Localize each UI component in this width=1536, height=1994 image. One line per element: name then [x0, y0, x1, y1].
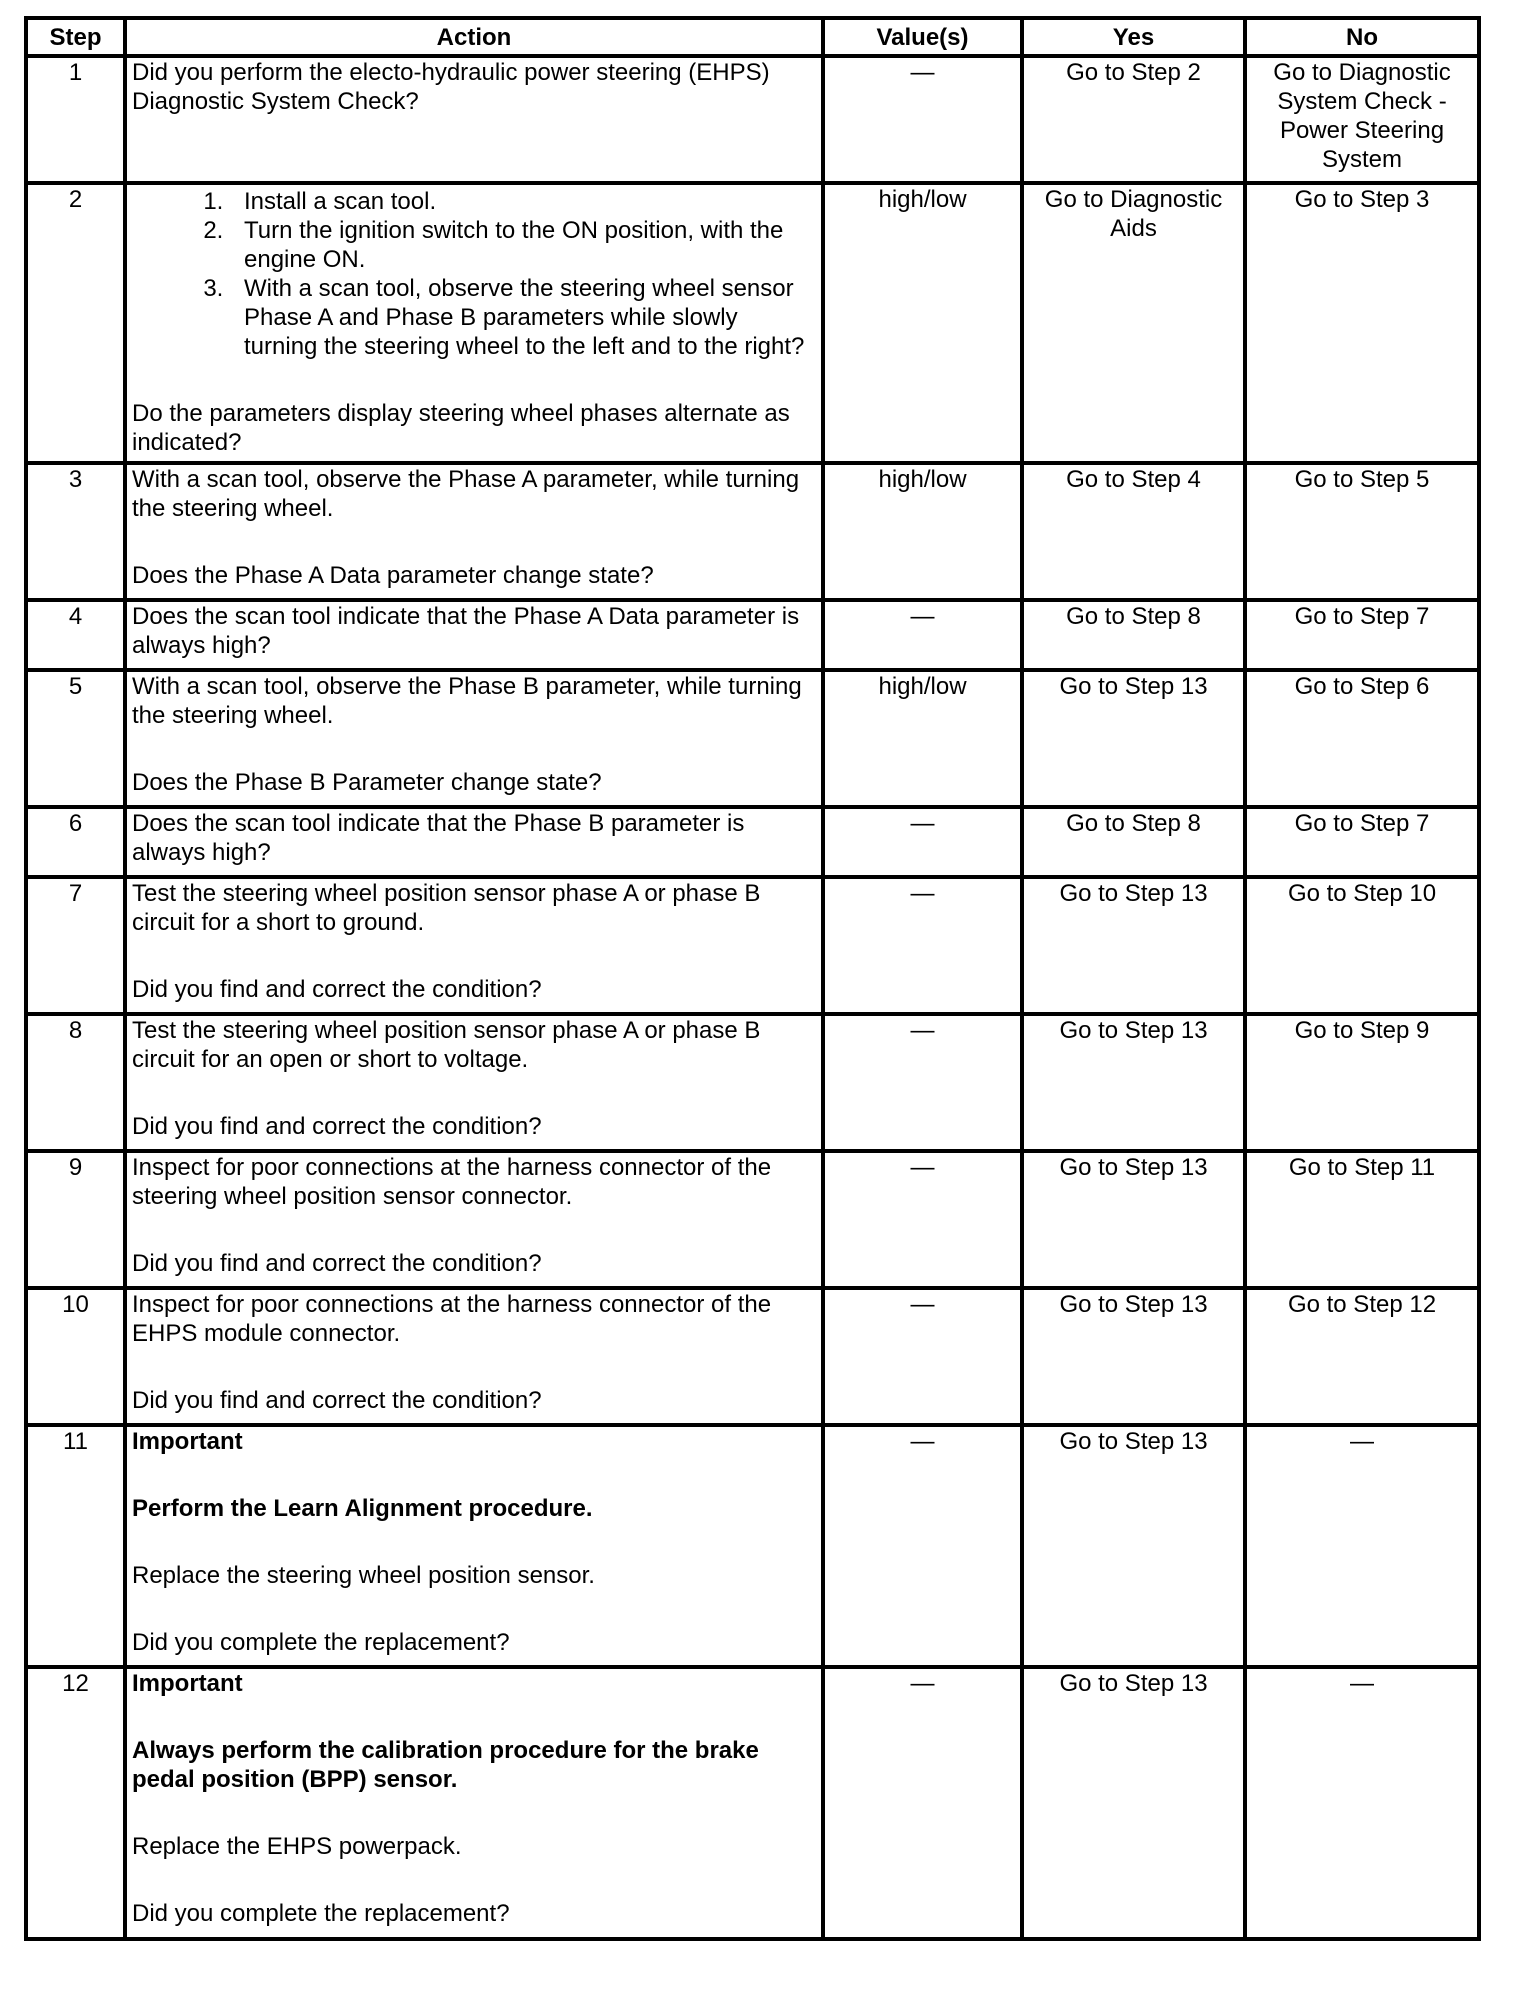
- no-cell: Go to Step 11: [1245, 1151, 1479, 1288]
- table-row: [26, 670, 1479, 807]
- action-question: Did you complete the replacement?: [132, 1629, 510, 1656]
- action-text: Test the steering wheel position sensor phase A or phase B circuit for a short to ground.: [132, 880, 761, 936]
- action-text: Replace the steering wheel position sensor.: [132, 1562, 595, 1589]
- value-cell: high/low: [823, 670, 1022, 807]
- yes-cell: Go to Step 4: [1022, 463, 1245, 600]
- action-cell: [125, 1425, 823, 1667]
- table-row: [26, 1425, 1479, 1667]
- table-row: [26, 183, 1479, 463]
- no-cell: Go to Step 5: [1245, 463, 1479, 600]
- action-cell: [125, 877, 823, 1014]
- step-number: 8: [26, 1014, 125, 1151]
- value-cell: —: [823, 1667, 1022, 1939]
- action-cell: [125, 56, 823, 183]
- table-row: [26, 877, 1479, 1014]
- action-text: With a scan tool, observe the Phase B parameter, while turning the steering wheel.: [132, 673, 802, 729]
- step-number: 1: [26, 56, 125, 183]
- action-cell: [125, 670, 823, 807]
- value-cell: —: [823, 1425, 1022, 1667]
- list-item: 2. Turn the ignition switch to the ON position, with the engine ON.: [230, 216, 816, 274]
- important-label: Important: [132, 1428, 243, 1455]
- action-cell: [125, 1151, 823, 1288]
- value-cell: —: [823, 56, 1022, 183]
- yes-cell: Go to Diagnostic Aids: [1022, 183, 1245, 463]
- header-no: No: [1245, 18, 1479, 56]
- list-item: 3. With a scan tool, observe the steering wheel sensor Phase A and Phase B parameters while slowly turning the steering wheel to the left and to the right?: [230, 274, 816, 361]
- value-cell: —: [823, 1151, 1022, 1288]
- yes-cell: Go to Step 13: [1022, 1667, 1245, 1939]
- action-text: Test the steering wheel position sensor phase A or phase B circuit for an open or short to voltage.: [132, 1017, 761, 1073]
- action-cell: [125, 1014, 823, 1151]
- header-yes: Yes: [1022, 18, 1245, 56]
- no-cell: Go to Step 7: [1245, 807, 1479, 877]
- action-text: Does the scan tool indicate that the Phase B parameter is always high?: [132, 810, 745, 866]
- step-number: 10: [26, 1288, 125, 1425]
- action-cell: [125, 183, 823, 463]
- step-number: 2: [26, 183, 125, 463]
- table-row: [26, 56, 1479, 183]
- action-text: Inspect for poor connections at the harness connector of the steering wheel position sensor connector.: [132, 1154, 772, 1210]
- important-label: Important: [132, 1670, 243, 1697]
- action-cell: [125, 807, 823, 877]
- yes-cell: Go to Step 8: [1022, 807, 1245, 877]
- step-number: 11: [26, 1425, 125, 1667]
- table-row: [26, 1151, 1479, 1288]
- yes-cell: Go to Step 13: [1022, 1288, 1245, 1425]
- table-row: [26, 807, 1479, 877]
- yes-cell: Go to Step 13: [1022, 1014, 1245, 1151]
- action-question: Did you find and correct the condition?: [132, 1387, 542, 1414]
- yes-cell: Go to Step 8: [1022, 600, 1245, 670]
- step-number: 5: [26, 670, 125, 807]
- list-item: 1. Install a scan tool.: [230, 187, 816, 216]
- yes-cell: Go to Step 13: [1022, 1151, 1245, 1288]
- no-cell: Go to Step 3: [1245, 183, 1479, 463]
- yes-cell: Go to Step 13: [1022, 877, 1245, 1014]
- yes-cell: Go to Step 2: [1022, 56, 1245, 183]
- header-action: Action: [125, 18, 823, 56]
- action-cell: [125, 1288, 823, 1425]
- table-row: [26, 463, 1479, 600]
- step-number: 7: [26, 877, 125, 1014]
- table-row: [26, 600, 1479, 670]
- important-note: Perform the Learn Alignment procedure.: [132, 1495, 593, 1522]
- table-row: [26, 1014, 1479, 1151]
- table-row: [26, 1288, 1479, 1425]
- action-cell: [125, 1667, 823, 1939]
- action-question: Does the Phase A Data parameter change state?: [132, 562, 654, 589]
- action-text: Does the scan tool indicate that the Phase A Data parameter is always high?: [132, 603, 800, 659]
- action-text: Inspect for poor connections at the harness connector of the EHPS module connector.: [132, 1291, 772, 1347]
- action-cell: [125, 463, 823, 600]
- header-step: Step: [26, 18, 125, 56]
- value-cell: —: [823, 600, 1022, 670]
- no-cell: Go to Step 9: [1245, 1014, 1479, 1151]
- value-cell: —: [823, 807, 1022, 877]
- header-row: [26, 18, 1479, 56]
- value-cell: high/low: [823, 463, 1022, 600]
- header-values: Value(s): [823, 18, 1022, 56]
- value-cell: —: [823, 1288, 1022, 1425]
- action-question: Did you find and correct the condition?: [132, 976, 542, 1003]
- action-question: Did you find and correct the condition?: [132, 1113, 542, 1140]
- no-cell: Go to Step 12: [1245, 1288, 1479, 1425]
- action-text: Replace the EHPS powerpack.: [132, 1833, 462, 1860]
- no-cell: —: [1245, 1425, 1479, 1667]
- table-row: [26, 1667, 1479, 1939]
- action-cell: [125, 600, 823, 670]
- yes-cell: Go to Step 13: [1022, 670, 1245, 807]
- step-number: 9: [26, 1151, 125, 1288]
- yes-cell: Go to Step 13: [1022, 1425, 1245, 1667]
- step-number: 4: [26, 600, 125, 670]
- no-cell: Go to Step 10: [1245, 877, 1479, 1014]
- diagnostic-table: [24, 16, 1481, 1941]
- action-question: Did you complete the replacement?: [132, 1900, 510, 1927]
- step-number: 6: [26, 807, 125, 877]
- value-cell: —: [823, 877, 1022, 1014]
- step-number: 3: [26, 463, 125, 600]
- step-number: 12: [26, 1667, 125, 1939]
- no-cell: Go to Step 7: [1245, 600, 1479, 670]
- no-cell: Go to Diagnostic System Check - Power Steering System: [1245, 56, 1479, 183]
- no-cell: Go to Step 6: [1245, 670, 1479, 807]
- action-question: Do the parameters display steering wheel phases alternate as indicated?: [132, 400, 790, 456]
- action-steps-list: [132, 187, 816, 361]
- action-question: Does the Phase B Parameter change state?: [132, 769, 602, 796]
- action-text: With a scan tool, observe the Phase A parameter, while turning the steering wheel.: [132, 466, 800, 522]
- value-cell: —: [823, 1014, 1022, 1151]
- action-question: Did you find and correct the condition?: [132, 1250, 542, 1277]
- action-text: Did you perform the electo-hydraulic power steering (EHPS) Diagnostic System Check?: [132, 59, 770, 115]
- no-cell: —: [1245, 1667, 1479, 1939]
- value-cell: high/low: [823, 183, 1022, 463]
- important-note: Always perform the calibration procedure for the brake pedal position (BPP) sensor.: [132, 1737, 759, 1793]
